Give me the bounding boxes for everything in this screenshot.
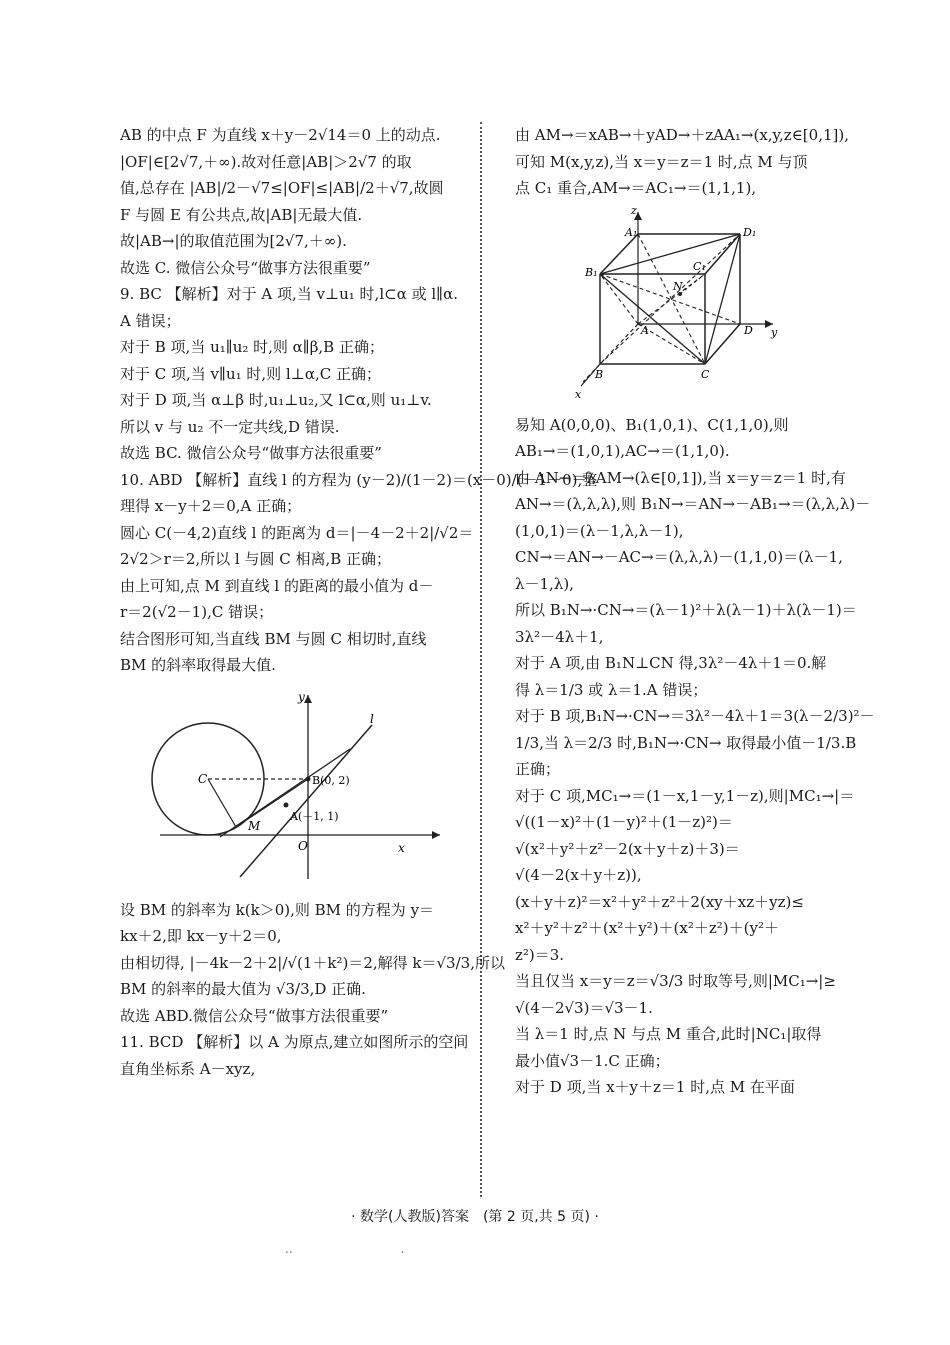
x-axis-arrow	[432, 831, 440, 839]
text-line: 3λ²－4λ＋1,	[515, 627, 604, 646]
label-y: y	[771, 325, 778, 339]
text-line: 点 C₁ 重合,AM→＝AC₁→＝(1,1,1),	[515, 179, 757, 197]
text-line: 故选 BC. 微信公众号“做事方法很重要”	[120, 444, 382, 462]
diag-ab1	[600, 274, 638, 324]
text-line: kx＋2,即 kx－y＋2＝0,	[120, 927, 282, 945]
text-line: 得 λ＝1/3 或 λ＝1.A 错误；	[515, 680, 708, 699]
text-line: BM 的斜率的最大值为 √3/3,D 正确.	[120, 980, 366, 998]
text-line: 2√2＞r＝2,所以 l 与圆 C 相离,B 正确；	[120, 550, 392, 568]
label-b: B(0, 2)	[312, 773, 350, 787]
label-a1: A₁	[625, 225, 638, 239]
point-b	[306, 776, 311, 781]
label-x: x	[575, 387, 582, 401]
point-a	[284, 802, 289, 807]
text-line: 直角坐标系 A－xyz,	[120, 1059, 256, 1078]
text-line: AB₁→＝(1,0,1),AC→＝(1,1,0).	[515, 442, 730, 460]
circle-line-svg	[110, 687, 455, 887]
text-line: CN→＝AN→－AC→＝(λ,λ,λ)－(1,1,0)＝(λ－1,	[515, 548, 843, 566]
text-line: 正确；	[515, 760, 561, 778]
text-line: 对于 D 项,当 x＋y＋z＝1 时,点 M 在平面	[515, 1078, 795, 1096]
text-line: F 与圆 E 有公共点,故|AB|无最大值.	[120, 205, 363, 224]
line-bm	[220, 749, 350, 837]
text-line: 所以 B₁N→·CN→＝(λ－1)²＋λ(λ－1)＋λ(λ－1)＝	[515, 601, 857, 619]
text-line: AN→＝(λ,λ,λ),则 B₁N→＝AN→－AB₁→＝(λ,λ,λ)－	[515, 495, 871, 513]
text-line: (x＋y＋z)²＝x²＋y²＋z²＋2(xy＋xz＋yz)≤	[515, 892, 804, 911]
text-line: 由 AM→＝xAB→＋yAD→＋zAA₁→(x,y,z∈[0,1]),	[515, 126, 849, 144]
label-o: O	[298, 838, 308, 853]
text-line: AB 的中点 F 为直线 x＋y－2√14＝0 上的动点.	[120, 126, 441, 144]
text-line: 由相切得, |－4k－2＋2|/√(1＋k²)＝2,解得 k＝√3/3,所以	[120, 953, 505, 972]
cube-svg	[515, 206, 850, 406]
page-footer: · 数学(人教版)答案 (第 2 页,共 5 页) ·	[351, 1209, 599, 1225]
diag-b1c	[600, 274, 705, 364]
text-line: x²＋y²＋z²＋(x²＋y²)＋(x²＋z²)＋(y²＋	[515, 919, 779, 937]
label-a: A	[641, 323, 649, 337]
cube-figure	[515, 206, 850, 406]
label-d1: D₁	[743, 225, 757, 239]
column-divider	[480, 122, 482, 1197]
text-line: 对于 B 项,B₁N→·CN→＝3λ²－4λ＋1＝3(λ－2/3)²－	[515, 707, 875, 725]
text-line: 可知 M(x,y,z),当 x＝y＝z＝1 时,点 M 与顶	[515, 152, 808, 171]
text-line: 圆心 C(－4,2)直线 l 的距离为 d＝|－4－2＋2|/√2＝	[120, 523, 474, 542]
text-line: A 错误；	[120, 311, 181, 330]
text-line: 对于 D 项,当 α⊥β 时,u₁⊥u₂,又 l⊂α,则 u₁⊥v.	[120, 391, 432, 409]
y-axis-arrow	[304, 695, 312, 703]
text-line: 故选 ABD.微信公众号“做事方法很重要”	[120, 1006, 389, 1025]
text-line: 由 AN→＝λAM→(λ∈[0,1]),当 x＝y＝z＝1 时,有	[515, 468, 846, 487]
text-line: |OF|∈[2√7,＋∞).故对任意|AB|＞2√7 的取	[120, 152, 412, 171]
text-line: 对于 B 项,当 u₁∥u₂ 时,则 α∥β,B 正确；	[120, 338, 384, 356]
label-d: D	[744, 323, 753, 337]
diag-b1d	[600, 274, 740, 324]
text-line: 对于 C 项,当 v∥u₁ 时,则 l⊥α,C 正确；	[120, 364, 381, 383]
text-line: 对于 C 项,MC₁→＝(1－x,1－y,1－z),则|MC₁→|＝	[515, 786, 855, 805]
text-line: r＝2(√2－1),C 错误；	[120, 603, 274, 621]
label-b: B	[595, 367, 604, 381]
right-column	[515, 122, 875, 1101]
text-line: 最小值√3－1.C 正确；	[515, 1051, 670, 1070]
text-line: 对于 A 项,由 B₁N⊥CN 得,3λ²－4λ＋1＝0.解	[515, 654, 827, 672]
text-line: 结合图形可知,当直线 BM 与圆 C 相切时,直线	[120, 629, 427, 648]
label-n: N	[673, 279, 683, 293]
label-a: A(－1, 1)	[290, 809, 339, 823]
text-line: 故选 C. 微信公众号“做事方法很重要”	[120, 258, 371, 277]
scan-specks: .. .	[285, 1242, 405, 1256]
text-line: BM 的斜率取得最大值.	[120, 656, 276, 674]
label-l: l	[370, 711, 374, 726]
radius-cm	[208, 779, 236, 827]
text-line: 设 BM 的斜率为 k(k＞0),则 BM 的方程为 y＝	[120, 900, 435, 919]
text-line: λ－1,λ),	[515, 574, 574, 593]
label-z: z	[631, 205, 637, 217]
circle-line-figure	[110, 687, 455, 887]
text-line: 由上可知,点 M 到直线 l 的距离的最小值为 d－	[120, 576, 434, 595]
text-line: 9. BC 【解析】对于 A 项,当 v⊥u₁ 时,l⊂α 或 l∥α.	[120, 285, 458, 303]
text-line: √((1－x)²＋(1－y)²＋(1－z)²)＝	[515, 813, 733, 831]
text-line: 当 λ＝1 时,点 N 与点 M 重合,此时|NC₁|取得	[515, 1025, 822, 1043]
label-y: y	[298, 689, 305, 704]
label-b1: B₁	[585, 265, 598, 279]
label-c: C	[701, 367, 710, 381]
text-line: 理得 x－y＋2＝0,A 正确；	[120, 497, 302, 515]
text-line: 所以 v 与 u₂ 不一定共线,D 错误.	[120, 417, 340, 436]
text-line: 当且仅当 x＝y＝z＝√3/3 时取等号,则|MC₁→|≥	[515, 972, 836, 990]
label-c: C	[198, 771, 208, 786]
label-x: x	[398, 840, 405, 855]
text-line: 10. ABD 【解析】直线 l 的方程为 (y－2)/(1－2)＝(x－0)/(－1－0),整	[120, 470, 598, 489]
text-line: 1/3,当 λ＝2/3 时,B₁N→·CN→ 取得最小值－1/3.B	[515, 733, 857, 752]
label-c1: C₁	[693, 259, 706, 273]
text-line: √(x²＋y²＋z²－2(x＋y＋z)＋3)＝	[515, 839, 740, 858]
text-line: 11. BCD 【解析】以 A 为原点,建立如图所示的空间	[120, 1033, 469, 1051]
text-line: (1,0,1)＝(λ－1,λ,λ－1),	[515, 521, 684, 540]
text-line: √(4－2√3)＝√3－1.	[515, 998, 653, 1017]
text-line: 易知 A(0,0,0)、B₁(1,0,1)、C(1,1,0),则	[515, 415, 789, 434]
text-line: 故|AB→|的取值范围为[2√7,＋∞).	[120, 232, 347, 250]
text-line: 值,总存在 |AB|/2－√7≤|OF|≤|AB|/2＋√7,故圆	[120, 179, 444, 197]
label-m: M	[248, 818, 261, 833]
text-line: z²)＝3.	[515, 945, 565, 964]
text-line: √(4－2(x＋y＋z)),	[515, 866, 642, 884]
